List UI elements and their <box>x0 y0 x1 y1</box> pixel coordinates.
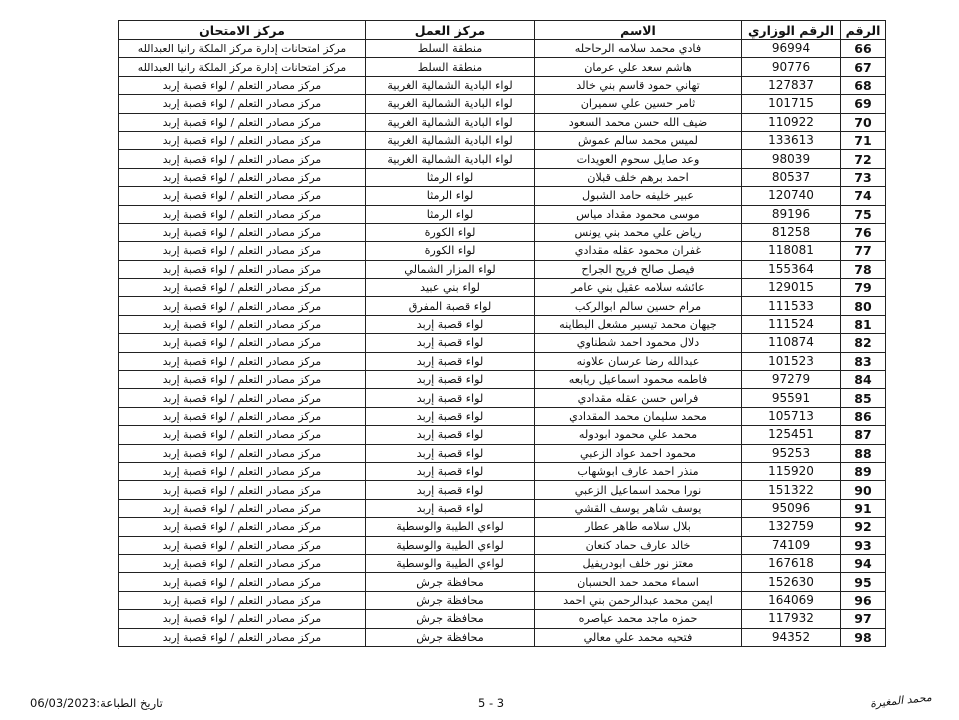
exam-center-cell: مركز مصادر التعلم / لواء قصبة إربد <box>119 407 366 425</box>
work-center-cell: محافظة جرش <box>366 610 535 628</box>
candidate-name-cell: فاطمه محمود اسماعيل ربابعه <box>535 371 742 389</box>
work-center-cell: لواء قصبة إربد <box>366 426 535 444</box>
signature: محمد المغيرة <box>869 690 933 711</box>
ministry-id-cell: 97279 <box>742 371 841 389</box>
candidate-name-cell: محمد سليمان محمد المقدادي <box>535 407 742 425</box>
exam-center-cell: مركز مصادر التعلم / لواء قصبة إربد <box>119 150 366 168</box>
exam-center-cell: مركز مصادر التعلم / لواء قصبة إربد <box>119 76 366 94</box>
ministry-id-cell: 125451 <box>742 426 841 444</box>
work-center-cell: لواء قصبة إربد <box>366 334 535 352</box>
table-row <box>119 334 886 352</box>
exam-center-cell: مركز مصادر التعلم / لواء قصبة إربد <box>119 95 366 113</box>
candidate-name-cell: محمود احمد عواد الزعبي <box>535 444 742 462</box>
work-center-cell: لواء قصبة إربد <box>366 407 535 425</box>
row-number-cell: 96 <box>841 591 886 609</box>
exam-center-cell: مركز مصادر التعلم / لواء قصبة إربد <box>119 187 366 205</box>
document-sheet <box>118 20 885 647</box>
work-center-cell: لواء البادية الشمالية الغربية <box>366 95 535 113</box>
page-number: 5 - 3 <box>478 696 505 710</box>
candidate-name-cell: جيهان محمد تيسير مشعل البطاينه <box>535 315 742 333</box>
exam-center-cell: مركز مصادر التعلم / لواء قصبة إربد <box>119 573 366 591</box>
exam-center-cell: مركز مصادر التعلم / لواء قصبة إربد <box>119 536 366 554</box>
ministry-id-cell: 101715 <box>742 95 841 113</box>
row-number-cell: 82 <box>841 334 886 352</box>
row-number-cell: 87 <box>841 426 886 444</box>
exam-center-cell: مركز مصادر التعلم / لواء قصبة إربد <box>119 426 366 444</box>
work-center-cell: لواء قصبة إربد <box>366 462 535 480</box>
ministry-id-cell: 101523 <box>742 352 841 370</box>
row-number-cell: 79 <box>841 279 886 297</box>
work-center-cell: لواء الكورة <box>366 223 535 241</box>
table-row <box>119 223 886 241</box>
work-center-cell: لواء البادية الشمالية الغربية <box>366 150 535 168</box>
ministry-id-cell: 94352 <box>742 628 841 646</box>
work-center-cell: لواء قصبة المفرق <box>366 297 535 315</box>
table-row <box>119 297 886 315</box>
row-number-cell: 75 <box>841 205 886 223</box>
row-number-cell: 98 <box>841 628 886 646</box>
work-center-cell: محافظة جرش <box>366 628 535 646</box>
table-row <box>119 610 886 628</box>
candidate-name-cell: عبدالله رضا عرسان علاونه <box>535 352 742 370</box>
table-row <box>119 426 886 444</box>
row-number-cell: 83 <box>841 352 886 370</box>
ministry-id-cell: 129015 <box>742 279 841 297</box>
candidate-name-cell: لميس محمد سالم عموش <box>535 131 742 149</box>
table-row <box>119 95 886 113</box>
row-number-cell: 85 <box>841 389 886 407</box>
ministry-id-cell: 110874 <box>742 334 841 352</box>
exam-center-cell: مركز مصادر التعلم / لواء قصبة إربد <box>119 260 366 278</box>
ministry-id-cell: 80537 <box>742 168 841 186</box>
table-row <box>119 76 886 94</box>
table-row <box>119 444 886 462</box>
row-number-cell: 76 <box>841 223 886 241</box>
candidate-name-cell: فادي محمد سلامه الرحاحله <box>535 40 742 58</box>
work-center-cell: لواءي الطيبة والوسطية <box>366 536 535 554</box>
ministry-id-cell: 81258 <box>742 223 841 241</box>
exam-center-cell: مركز مصادر التعلم / لواء قصبة إربد <box>119 279 366 297</box>
work-center-cell: لواء المزار الشمالي <box>366 260 535 278</box>
exam-center-cell: مركز مصادر التعلم / لواء قصبة إربد <box>119 242 366 260</box>
row-number-cell: 91 <box>841 499 886 517</box>
candidate-name-cell: فتحيه محمد علي معالي <box>535 628 742 646</box>
row-number-cell: 92 <box>841 518 886 536</box>
ministry-id-cell: 155364 <box>742 260 841 278</box>
row-number-cell: 70 <box>841 113 886 131</box>
candidate-name-cell: ايمن محمد عبدالرحمن بني احمد <box>535 591 742 609</box>
exam-center-cell: مركز مصادر التعلم / لواء قصبة إربد <box>119 168 366 186</box>
row-number-cell: 93 <box>841 536 886 554</box>
work-center-cell: لواء قصبة إربد <box>366 499 535 517</box>
exam-center-cell: مركز مصادر التعلم / لواء قصبة إربد <box>119 591 366 609</box>
table-row <box>119 499 886 517</box>
header-number: الرقم <box>841 21 886 40</box>
candidate-name-cell: نورا محمد اسماعيل الزعبي <box>535 481 742 499</box>
ministry-id-cell: 96994 <box>742 40 841 58</box>
ministry-id-cell: 110922 <box>742 113 841 131</box>
exam-center-cell: مركز مصادر التعلم / لواء قصبة إربد <box>119 352 366 370</box>
ministry-id-cell: 90776 <box>742 58 841 76</box>
work-center-cell: لواء قصبة إربد <box>366 315 535 333</box>
ministry-id-cell: 95591 <box>742 389 841 407</box>
work-center-cell: منطقة السلط <box>366 40 535 58</box>
ministry-id-cell: 133613 <box>742 131 841 149</box>
candidate-name-cell: اسماء محمد حمد الحسبان <box>535 573 742 591</box>
ministry-id-cell: 95096 <box>742 499 841 517</box>
table-row <box>119 113 886 131</box>
exam-center-cell: مركز مصادر التعلم / لواء قصبة إربد <box>119 315 366 333</box>
exam-center-cell: مركز مصادر التعلم / لواء قصبة إربد <box>119 444 366 462</box>
ministry-id-cell: 111533 <box>742 297 841 315</box>
table-row <box>119 205 886 223</box>
table-row <box>119 518 886 536</box>
table-row <box>119 371 886 389</box>
row-number-cell: 90 <box>841 481 886 499</box>
exam-center-cell: مركز مصادر التعلم / لواء قصبة إربد <box>119 554 366 572</box>
exam-center-cell: مركز امتحانات إدارة مركز الملكة رانيا العبدالله <box>119 58 366 76</box>
ministry-id-cell: 152630 <box>742 573 841 591</box>
candidate-name-cell: عبير خليفه حامد الشبول <box>535 187 742 205</box>
candidate-name-cell: غفران محمود عقله مقدادي <box>535 242 742 260</box>
candidate-name-cell: معتز نور خلف ابودريفيل <box>535 554 742 572</box>
candidate-name-cell: ضيف الله حسن محمد السعود <box>535 113 742 131</box>
table-row <box>119 315 886 333</box>
work-center-cell: لواء قصبة إربد <box>366 481 535 499</box>
ministry-id-cell: 117932 <box>742 610 841 628</box>
candidate-name-cell: يوسف شاهر يوسف القشي <box>535 499 742 517</box>
candidate-name-cell: وعد صايل سحوم العويدات <box>535 150 742 168</box>
page-footer <box>0 690 959 718</box>
table-row <box>119 58 886 76</box>
row-number-cell: 97 <box>841 610 886 628</box>
print-date: تاريخ الطباعة:06/03/2023 <box>30 696 163 710</box>
table-row <box>119 279 886 297</box>
exam-center-cell: مركز امتحانات إدارة مركز الملكة رانيا العبدالله <box>119 40 366 58</box>
table-row <box>119 150 886 168</box>
ministry-id-cell: 74109 <box>742 536 841 554</box>
ministry-id-cell: 167618 <box>742 554 841 572</box>
row-number-cell: 88 <box>841 444 886 462</box>
table-body <box>119 40 886 647</box>
table-row <box>119 407 886 425</box>
table-row <box>119 260 886 278</box>
work-center-cell: لواء الكورة <box>366 242 535 260</box>
header-ministry-id: الرقم الوزاري <box>742 21 841 40</box>
table-row <box>119 554 886 572</box>
ministry-id-cell: 105713 <box>742 407 841 425</box>
exam-center-cell: مركز مصادر التعلم / لواء قصبة إربد <box>119 462 366 480</box>
exam-center-cell: مركز مصادر التعلم / لواء قصبة إربد <box>119 113 366 131</box>
ministry-id-cell: 111524 <box>742 315 841 333</box>
work-center-cell: لواء قصبة إربد <box>366 352 535 370</box>
exam-center-cell: مركز مصادر التعلم / لواء قصبة إربد <box>119 481 366 499</box>
exam-center-cell: مركز مصادر التعلم / لواء قصبة إربد <box>119 389 366 407</box>
row-number-cell: 73 <box>841 168 886 186</box>
candidate-name-cell: بلال سلامه طاهر عطار <box>535 518 742 536</box>
exam-center-cell: مركز مصادر التعلم / لواء قصبة إربد <box>119 223 366 241</box>
exam-center-cell: مركز مصادر التعلم / لواء قصبة إربد <box>119 371 366 389</box>
work-center-cell: لواءي الطيبة والوسطية <box>366 518 535 536</box>
exam-center-cell: مركز مصادر التعلم / لواء قصبة إربد <box>119 628 366 646</box>
candidates-table <box>118 20 886 647</box>
table-header-row <box>119 21 886 40</box>
candidate-name-cell: هاشم سعد علي عرمان <box>535 58 742 76</box>
candidate-name-cell: دلال محمود احمد شطناوي <box>535 334 742 352</box>
row-number-cell: 94 <box>841 554 886 572</box>
ministry-id-cell: 127837 <box>742 76 841 94</box>
header-name: الاسم <box>535 21 742 40</box>
work-center-cell: لواء البادية الشمالية الغربية <box>366 113 535 131</box>
table-row <box>119 168 886 186</box>
table-row <box>119 40 886 58</box>
candidate-name-cell: فراس حسن عقله مقدادي <box>535 389 742 407</box>
candidate-name-cell: حمزه ماجد محمد عياصره <box>535 610 742 628</box>
work-center-cell: لواء البادية الشمالية الغربية <box>366 76 535 94</box>
row-number-cell: 71 <box>841 131 886 149</box>
work-center-cell: محافظة جرش <box>366 573 535 591</box>
table-row <box>119 389 886 407</box>
table-row <box>119 242 886 260</box>
row-number-cell: 80 <box>841 297 886 315</box>
work-center-cell: لواء قصبة إربد <box>366 371 535 389</box>
candidate-name-cell: خالد عارف حماد كنعان <box>535 536 742 554</box>
row-number-cell: 67 <box>841 58 886 76</box>
work-center-cell: لواء بني عبيد <box>366 279 535 297</box>
work-center-cell: لواء الرمثا <box>366 168 535 186</box>
row-number-cell: 66 <box>841 40 886 58</box>
table-row <box>119 187 886 205</box>
ministry-id-cell: 98039 <box>742 150 841 168</box>
work-center-cell: لواء قصبة إربد <box>366 389 535 407</box>
ministry-id-cell: 151322 <box>742 481 841 499</box>
ministry-id-cell: 115920 <box>742 462 841 480</box>
ministry-id-cell: 95253 <box>742 444 841 462</box>
table-row <box>119 481 886 499</box>
candidate-name-cell: محمد علي محمود ابودوله <box>535 426 742 444</box>
work-center-cell: لواء الرمثا <box>366 187 535 205</box>
row-number-cell: 74 <box>841 187 886 205</box>
ministry-id-cell: 118081 <box>742 242 841 260</box>
candidate-name-cell: فيصل صالح فريح الجراح <box>535 260 742 278</box>
table-row <box>119 573 886 591</box>
work-center-cell: منطقة السلط <box>366 58 535 76</box>
table-row <box>119 352 886 370</box>
candidate-name-cell: موسى محمود مقداد مياس <box>535 205 742 223</box>
work-center-cell: لواءي الطيبة والوسطية <box>366 554 535 572</box>
header-work-center: مركز العمل <box>366 21 535 40</box>
row-number-cell: 89 <box>841 462 886 480</box>
exam-center-cell: مركز مصادر التعلم / لواء قصبة إربد <box>119 334 366 352</box>
table-row <box>119 131 886 149</box>
row-number-cell: 68 <box>841 76 886 94</box>
table-row <box>119 536 886 554</box>
ministry-id-cell: 89196 <box>742 205 841 223</box>
exam-center-cell: مركز مصادر التعلم / لواء قصبة إربد <box>119 131 366 149</box>
table-row <box>119 628 886 646</box>
ministry-id-cell: 164069 <box>742 591 841 609</box>
candidate-name-cell: منذر احمد عارف ابوشهاب <box>535 462 742 480</box>
exam-center-cell: مركز مصادر التعلم / لواء قصبة إربد <box>119 610 366 628</box>
candidate-name-cell: احمد برهم خلف قبلان <box>535 168 742 186</box>
table-row <box>119 591 886 609</box>
table-row <box>119 462 886 480</box>
header-exam-center: مركز الامتحان <box>119 21 366 40</box>
row-number-cell: 86 <box>841 407 886 425</box>
work-center-cell: لواء البادية الشمالية الغربية <box>366 131 535 149</box>
candidate-name-cell: ثامر حسين علي سميران <box>535 95 742 113</box>
candidate-name-cell: تهاني حمود قاسم بني خالد <box>535 76 742 94</box>
work-center-cell: لواء قصبة إربد <box>366 444 535 462</box>
work-center-cell: محافظة جرش <box>366 591 535 609</box>
row-number-cell: 81 <box>841 315 886 333</box>
exam-center-cell: مركز مصادر التعلم / لواء قصبة إربد <box>119 297 366 315</box>
candidate-name-cell: عائشه سلامه عقيل بني عامر <box>535 279 742 297</box>
ministry-id-cell: 132759 <box>742 518 841 536</box>
candidate-name-cell: رياض علي محمد بني يونس <box>535 223 742 241</box>
row-number-cell: 84 <box>841 371 886 389</box>
row-number-cell: 77 <box>841 242 886 260</box>
exam-center-cell: مركز مصادر التعلم / لواء قصبة إربد <box>119 518 366 536</box>
ministry-id-cell: 120740 <box>742 187 841 205</box>
row-number-cell: 72 <box>841 150 886 168</box>
row-number-cell: 69 <box>841 95 886 113</box>
work-center-cell: لواء الرمثا <box>366 205 535 223</box>
row-number-cell: 78 <box>841 260 886 278</box>
candidate-name-cell: مرام حسين سالم ابوالركب <box>535 297 742 315</box>
row-number-cell: 95 <box>841 573 886 591</box>
exam-center-cell: مركز مصادر التعلم / لواء قصبة إربد <box>119 205 366 223</box>
exam-center-cell: مركز مصادر التعلم / لواء قصبة إربد <box>119 499 366 517</box>
